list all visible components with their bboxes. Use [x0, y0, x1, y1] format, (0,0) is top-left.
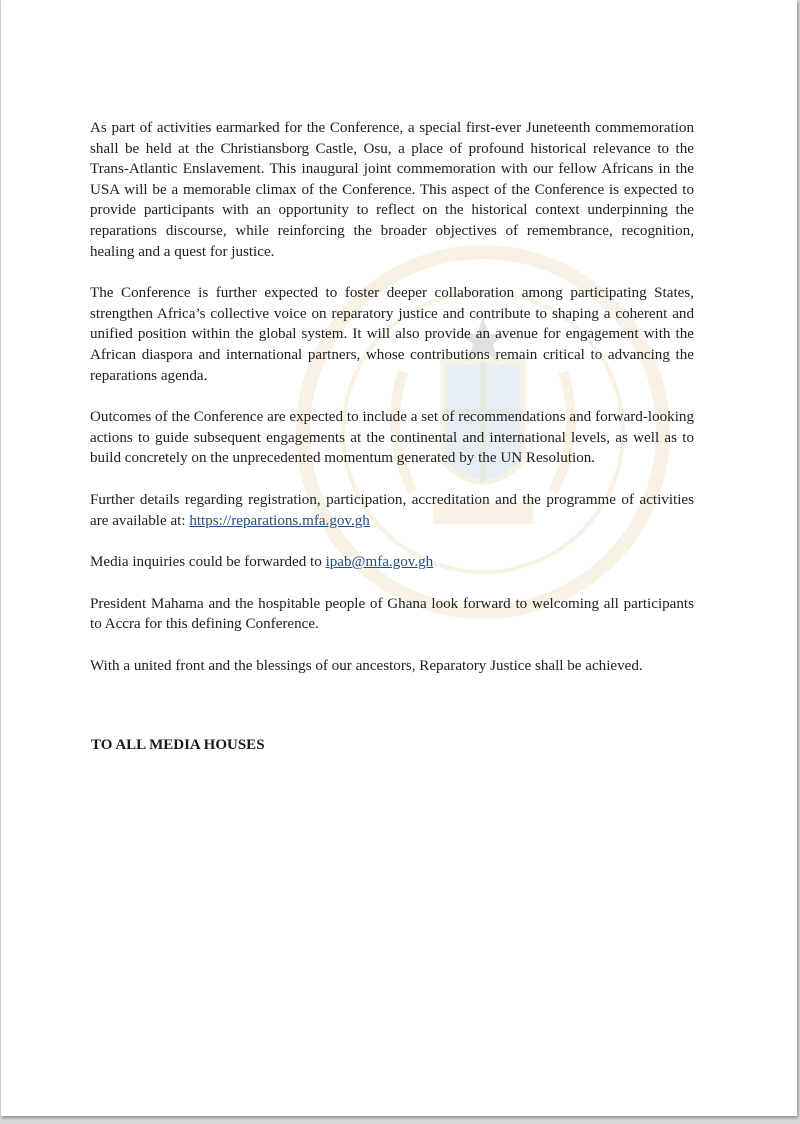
media-inquiries-text: Media inquiries could be forwarded to	[90, 554, 326, 571]
paragraph-media-inquiries	[90, 552, 694, 573]
media-email-link[interactable]: ipab@mfa.gov.gh	[325, 554, 434, 571]
paragraph-further-details	[90, 490, 694, 531]
paragraph-outcomes: Outcomes of the Conference are expected to include a set of recommendations and forward-looking actions to guide subsequent engagements at the continental and international levels, as well as to build concretely on the unprecedented momentum generated by the UN Resolution.	[90, 409, 694, 467]
signoff-heading: TO ALL MEDIA HOUSES	[91, 737, 265, 753]
reparations-website-link[interactable]: https://reparations.mfa.gov.gh	[189, 512, 370, 529]
paragraph-juneteenth-commemoration: As part of activities earmarked for the Conference, a special first-ever Juneteenth commemoration shall be held at the Christiansborg Castle, Osu, a place of profound historical relevance to the Trans-Atlantic Enslavement. This inaugural joint commemoration with our fellow Africans in the USA will be a memorable climax of the Conference. This aspect of the Conference is expected to provide participants with an opportunity to reflect on the historical context underpinning the reparations discourse, while reinforcing the broader objectives of remembrance, recognition, healing and a quest for justice.	[90, 120, 694, 260]
further-details-text: Further details regarding registration, participation, accreditation and the programme of activities are available at:	[90, 491, 694, 529]
document-page	[1, 0, 797, 1116]
document-body	[90, 118, 694, 697]
paragraph-closing: With a united front and the blessings of our ancestors, Reparatory Justice shall be achieved.	[90, 657, 643, 674]
paragraph-collaboration: The Conference is further expected to foster deeper collaboration among participating States, strengthen Africa’s collective voice on reparatory justice and contribute to shaping a coherent and unified position within the global system. It will also provide an avenue for engagement with the African diaspora and international partners, whose contributions remain critical to advancing the reparations agenda.	[90, 285, 694, 384]
paragraph-welcome: President Mahama and the hospitable people of Ghana look forward to welcoming all participants to Accra for this defining Conference.	[90, 595, 694, 633]
